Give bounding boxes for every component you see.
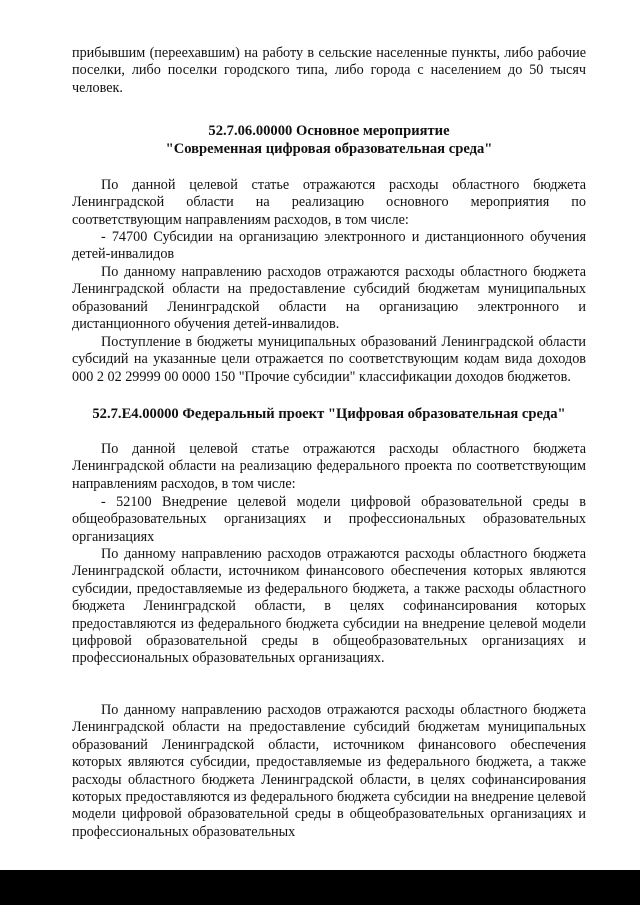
section2-paragraph-1: По данной целевой статье отражаются расходы областного бюджета Ленинградской области на реализацию федерального проекта по соответствующим направлениям расходов, в том числе: — [72, 441, 586, 492]
section2-paragraph-3: По данному направлению расходов отражаются расходы областного бюджета Ленинградской области, источником финансового обеспечения которых являются субсидии, предоставляемые из федерального бюджета, а также расходы областного бюджета Ленинградской области, в целях софинансирования которых предоставляются из федерального бюджета субсидии на внедрение целевой модели цифровой образовательной среды в общеобразовательных организациях и профессиональных образовательных организациях. — [72, 546, 586, 667]
section2-list-item: - 52100 Внедрение целевой модели цифровой образовательной среды в общеобразовательных организациях и профессиональных образовательных организациях — [72, 494, 586, 545]
section1-heading-line1: 52.7.06.00000 Основное мероприятие — [208, 123, 450, 139]
intro-paragraph: прибывшим (переехавшим) на работу в сельские населенные пункты, либо рабочие поселки, либо поселки городского типа, либо города с населением до 50 тысяч человек. — [72, 45, 586, 96]
section1-paragraph-3: По данному направлению расходов отражаются расходы областного бюджета Ленинградской области на предоставление субсидий бюджетам муниципальных образований Ленинградской области на организацию электронного и дистанционного обучения детей-инвалидов. — [72, 264, 586, 333]
section2-paragraph-4: По данному направлению расходов отражаются расходы областного бюджета Ленинградской области на предоставление субсидий бюджетам муниципальных образований Ленинградской области, источником финансового обеспечения которых являются субсидии, предоставляемые из федерального бюджета, а также расходы областного бюджета Ленинградской области, в целях софинансирования которых предоставляются из федерального бюджета субсидии на внедрение целевой модели цифровой образовательной среды в общеобразовательных организациях и профессиональных образовательных — [72, 702, 586, 840]
section1-paragraph-4: Поступление в бюджеты муниципальных образований Ленинградской области субсидий на указанные цели отражается по соответствующим кодам вида доходов 000 2 02 29999 00 0000 150 "Прочие субсидии" классификации доходов бюджетов. — [72, 334, 586, 385]
section1-paragraph-1: По данной целевой статье отражаются расходы областного бюджета Ленинградской области на реализацию основного мероприятия по соответствующим направлениям расходов, в том числе: — [72, 177, 586, 228]
section1-heading-line2: "Современная цифровая образовательная среда" — [165, 141, 493, 157]
section1-list-item: - 74700 Субсидии на организацию электронного и дистанционного обучения детей-инвалидов — [72, 229, 586, 263]
scan-border-bar — [0, 870, 640, 905]
section2-heading: 52.7.Е4.00000 Федеральный проект "Цифровая образовательная среда" — [92, 406, 566, 422]
